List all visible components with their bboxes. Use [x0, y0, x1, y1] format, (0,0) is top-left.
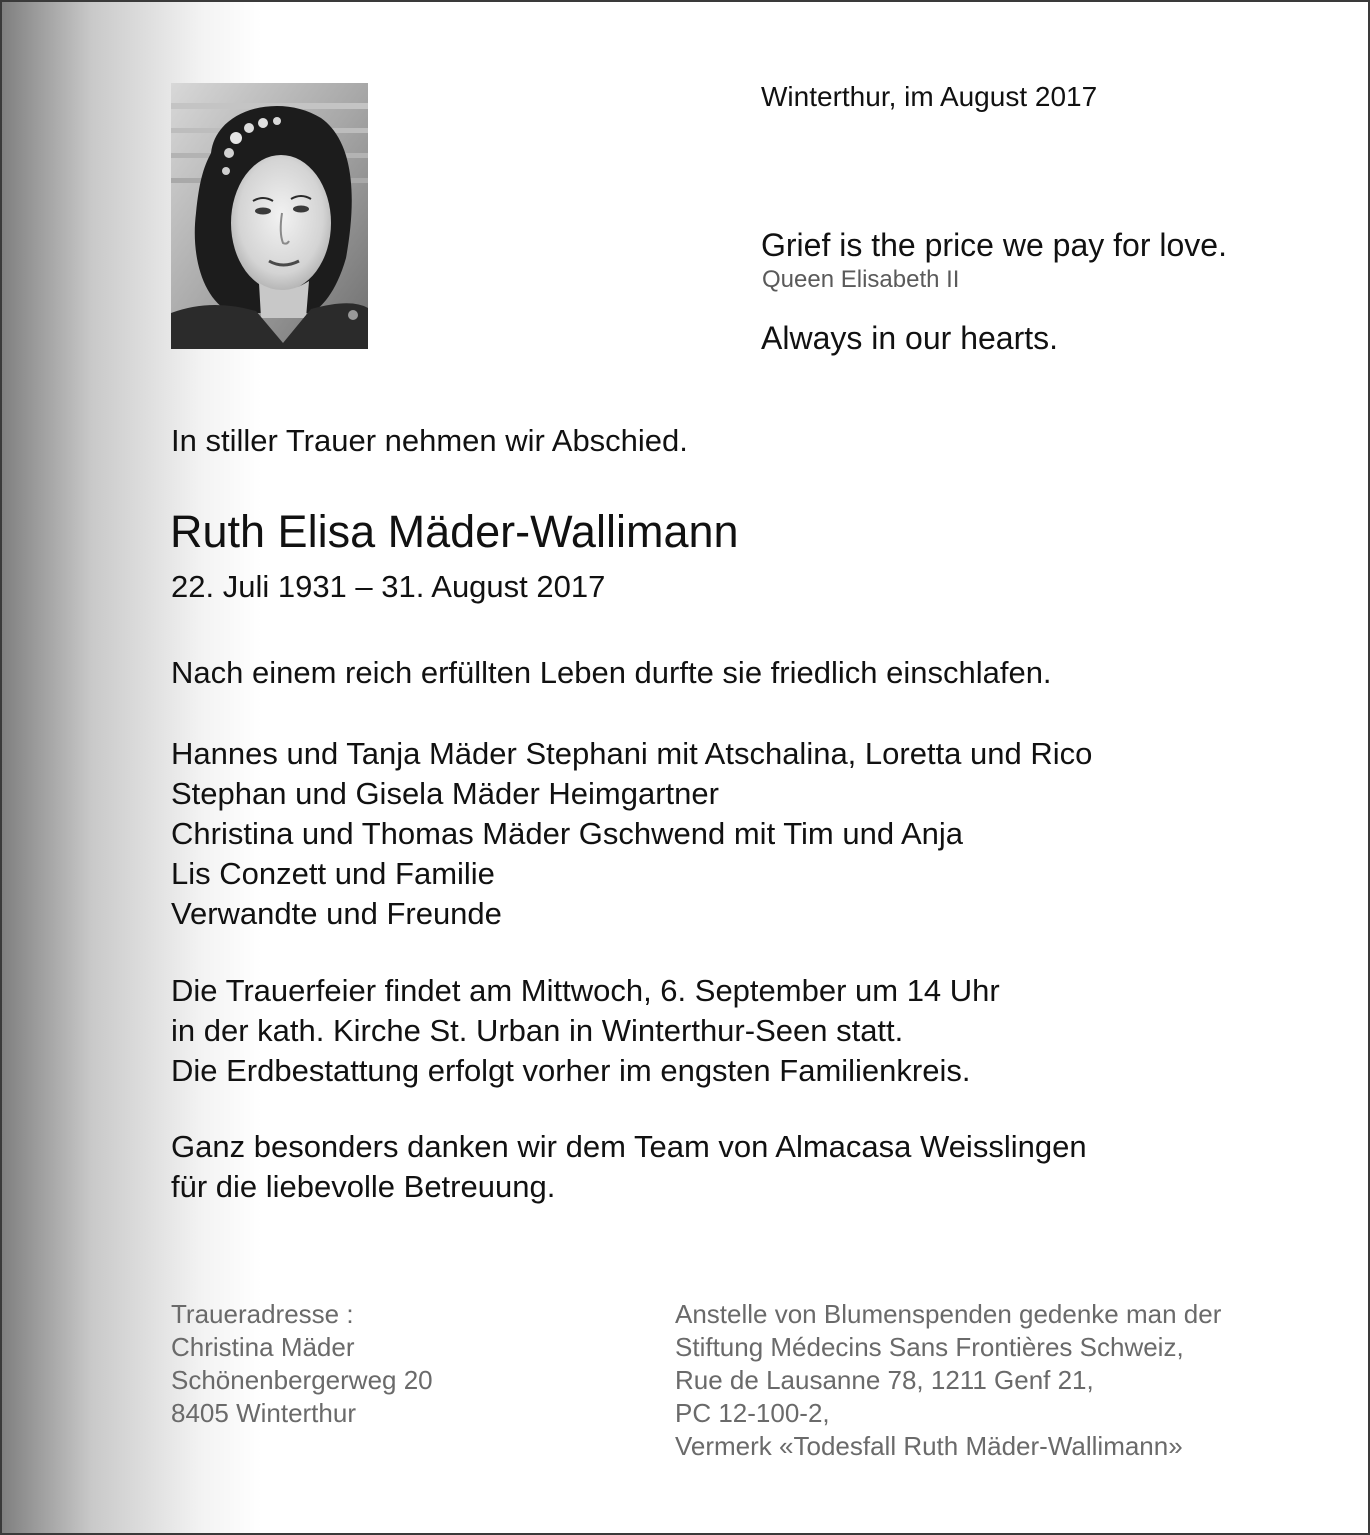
donation-line: Vermerk «Todesfall Ruth Mäder-Wallimann» [675, 1431, 1183, 1461]
thanks-note [171, 1127, 1087, 1207]
mourner-line: Stephan und Gisela Mäder Heimgartner [171, 776, 719, 811]
closing-line: Always in our hearts. [761, 320, 1059, 356]
quote-author: Queen Elisabeth II [762, 266, 960, 293]
ceremony-line: Die Trauerfeier findet am Mittwoch, 6. September um 14 Uhr [171, 973, 1000, 1008]
quote-text: Grief is the price we pay for love. [761, 227, 1227, 263]
passing-statement [171, 653, 1052, 693]
donation-info [675, 1298, 1221, 1463]
ceremony-line: in der kath. Kirche St. Urban in Winterthur-Seen statt. [171, 1013, 904, 1048]
passing-line: Nach einem reich erfüllten Leben durfte sie friedlich einschlafen. [171, 655, 1052, 690]
thanks-line: Ganz besonders danken wir dem Team von Almacasa Weisslingen [171, 1129, 1087, 1164]
thanks-line: für die liebevolle Betreuung. [171, 1169, 556, 1204]
mourner-line: Hannes und Tanja Mäder Stephani mit Atschalina, Loretta und Rico [171, 736, 1093, 771]
address-line: Christina Mäder [171, 1332, 355, 1362]
donation-line: Stiftung Médecins Sans Frontières Schweiz, [675, 1332, 1184, 1362]
mourner-line: Lis Conzett und Familie [171, 856, 495, 891]
life-dates: 22. Juli 1931 – 31. August 2017 [171, 569, 606, 604]
ceremony-info [171, 971, 1000, 1091]
mourner-line: Christina und Thomas Mäder Gschwend mit Tim und Anja [171, 816, 964, 851]
address-line: 8405 Winterthur [171, 1398, 356, 1428]
place-date: Winterthur, im August 2017 [761, 81, 1098, 112]
mourners-list [171, 734, 1092, 934]
donation-line: PC 12-100-2, [675, 1398, 830, 1428]
portrait-photo [171, 83, 368, 349]
address-line: Traueradresse : [171, 1299, 354, 1329]
donation-line: Anstelle von Blumenspenden gedenke man der [675, 1299, 1222, 1329]
address-line: Schönenbergerweg 20 [171, 1365, 433, 1395]
mourning-address [171, 1298, 433, 1430]
mourner-line: Verwandte und Freunde [171, 896, 502, 931]
deceased-name: Ruth Elisa Mäder-Wallimann [170, 506, 739, 557]
ceremony-line: Die Erdbestattung erfolgt vorher im engsten Familienkreis. [171, 1053, 971, 1088]
intro-line: In stiller Trauer nehmen wir Abschied. [171, 423, 688, 458]
donation-line: Rue de Lausanne 78, 1211 Genf 21, [675, 1365, 1094, 1395]
